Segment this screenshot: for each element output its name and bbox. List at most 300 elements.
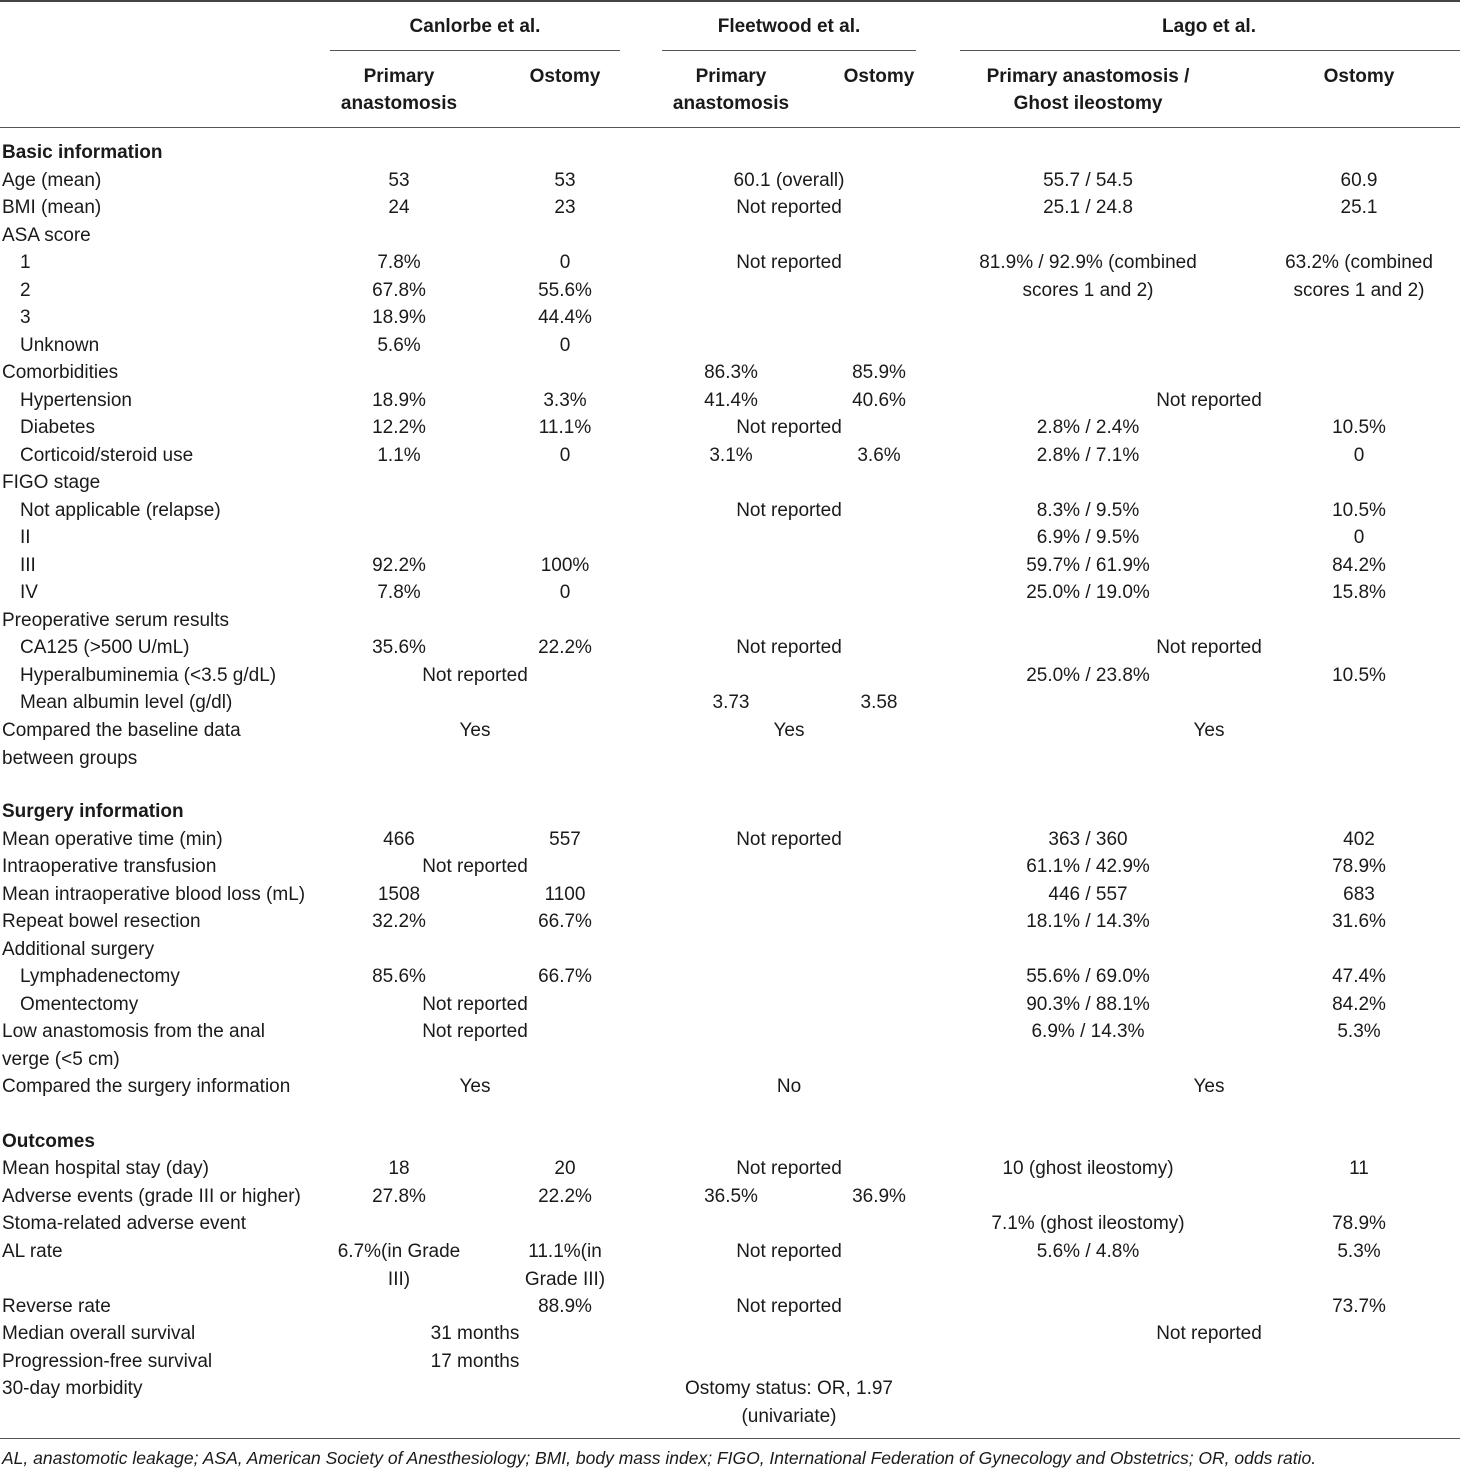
column-header-line: Ostomy — [1323, 66, 1395, 87]
row-label — [2, 853, 216, 881]
column-header-line: Ghost ileostomy — [1013, 93, 1163, 114]
row-label — [20, 414, 95, 442]
row-label — [20, 249, 31, 277]
table-cell — [422, 853, 528, 881]
cell-line: 1100 — [544, 884, 586, 905]
cell-line: 11.1% — [538, 417, 592, 438]
column-header — [530, 63, 601, 90]
table-row — [0, 1073, 1460, 1101]
row-label — [20, 552, 36, 580]
cell-line: 47.4% — [1332, 966, 1386, 987]
table-row — [0, 222, 1460, 250]
row-label-line: III — [20, 555, 36, 576]
cell-line: 8.3% / 9.5% — [1036, 500, 1140, 521]
table-row — [0, 1155, 1460, 1183]
table-row — [0, 607, 1460, 635]
table-cell — [460, 717, 491, 745]
cell-line: 92.2% — [372, 555, 426, 576]
table-cell — [1026, 853, 1150, 881]
row-label-line: Mean albumin level (g/dl) — [20, 692, 233, 713]
row-label — [2, 1210, 246, 1238]
table-row — [0, 552, 1460, 580]
table-cell — [538, 277, 592, 305]
row-label-line: Corticoid/steroid use — [20, 445, 194, 466]
row-label-line: Repeat bowel resection — [2, 911, 201, 932]
table-cell — [736, 1293, 842, 1321]
row-label-line: Mean intraoperative blood loss (mL) — [2, 884, 306, 905]
table-cell — [713, 689, 750, 717]
table-cell — [372, 908, 426, 936]
table-cell — [1332, 579, 1386, 607]
row-label — [20, 963, 180, 991]
table-cell — [1349, 1155, 1369, 1183]
cell-line: 1508 — [377, 884, 421, 905]
cell-line: Not reported — [736, 1241, 842, 1262]
table-cell — [1037, 1238, 1139, 1266]
cell-line: 84.2% — [1332, 994, 1386, 1015]
row-label-line: 30-day morbidity — [2, 1378, 143, 1399]
cell-line: 55.7 / 54.5 — [1043, 170, 1133, 191]
cell-line: 0 — [1353, 445, 1365, 466]
column-header — [1324, 63, 1395, 90]
cell-line: 446 / 557 — [1048, 884, 1128, 905]
table-cell — [377, 249, 420, 277]
cell-line: 55.6% — [538, 280, 592, 301]
cell-line: Not reported — [1156, 1323, 1262, 1344]
table-cell — [538, 1293, 592, 1321]
row-label — [2, 1155, 209, 1183]
cell-line: 5.3% — [1337, 1241, 1381, 1262]
table-cell — [1043, 194, 1133, 222]
cell-line: 44.4% — [538, 307, 592, 328]
table-cell — [538, 634, 592, 662]
table-cell — [431, 1320, 520, 1348]
cell-line: 1.1% — [377, 445, 421, 466]
table-cell — [554, 1155, 575, 1183]
table-cell — [704, 359, 758, 387]
column-header-line: Ostomy — [529, 66, 601, 87]
row-label-line: Median overall survival — [2, 1323, 196, 1344]
table-row — [0, 524, 1460, 552]
cell-line: 67.8% — [372, 280, 426, 301]
row-label-line: Preoperative serum results — [2, 610, 230, 631]
row-label-line: Hyperalbuminemia (<3.5 g/dL) — [20, 665, 277, 686]
table-cell — [852, 359, 906, 387]
table-cell — [736, 414, 842, 442]
table-cell — [1332, 853, 1386, 881]
table-cell — [736, 249, 842, 277]
table-cell — [1343, 881, 1375, 909]
cell-line: Not reported — [736, 829, 842, 850]
table-row — [0, 387, 1460, 415]
cell-line: 66.7% — [538, 966, 592, 987]
cell-line: 78.9% — [1332, 856, 1386, 877]
cell-line: Not reported — [736, 637, 842, 658]
cell-line: (univariate) — [741, 1405, 837, 1427]
table-cell — [388, 1155, 409, 1183]
table-cell — [1337, 1238, 1380, 1266]
section-header — [0, 139, 1460, 167]
cell-line: 0 — [559, 252, 571, 273]
table-cell — [1026, 579, 1150, 607]
table-row — [0, 194, 1460, 222]
table-row — [0, 1320, 1460, 1348]
cell-line: 25.1 — [1340, 197, 1378, 218]
table-cell — [538, 1183, 592, 1211]
table-cell — [388, 167, 409, 195]
cell-line: 7.1% (ghost ileostomy) — [991, 1213, 1185, 1234]
cell-line: 20 — [554, 1158, 576, 1179]
cell-line: 11.1%(in — [528, 1241, 602, 1262]
table-cell — [1332, 552, 1386, 580]
table-cell — [372, 304, 426, 332]
table-cell — [541, 552, 590, 580]
top-rule — [0, 0, 1460, 2]
table-cell — [1037, 497, 1139, 525]
row-label-line: IV — [20, 582, 38, 603]
cell-line: 88.9% — [538, 1296, 592, 1317]
cell-line: Not reported — [422, 994, 528, 1015]
table-row — [0, 826, 1460, 854]
table-row — [0, 881, 1460, 909]
row-label — [20, 497, 221, 525]
group-header: Lago et al. — [1162, 16, 1256, 37]
table-row — [0, 1238, 1460, 1290]
table-cell — [1026, 991, 1150, 1019]
table-cell — [736, 1238, 842, 1266]
row-label-line: between groups — [2, 747, 138, 769]
table-row — [0, 1018, 1460, 1070]
cell-line: 5.6% — [377, 335, 421, 356]
cell-line: 66.7% — [538, 911, 592, 932]
cell-line: 6.9% / 14.3% — [1031, 1021, 1145, 1042]
cell-line: 73.7% — [1332, 1296, 1386, 1317]
table-cell — [1026, 963, 1150, 991]
table-cell — [383, 826, 415, 854]
row-label-line: Omentectomy — [20, 994, 139, 1015]
cell-line: 78.9% — [1332, 1213, 1386, 1234]
footnote: AL, anastomotic leakage; ASA, American Society of Anesthesiology; BMI, body mass index; FIGO, International Federation of Gynecology and Obstetrics; OR, odds ratio. — [2, 1448, 1317, 1468]
table-cell — [372, 963, 426, 991]
table-cell — [736, 826, 842, 854]
row-label-line: FIGO stage — [2, 472, 101, 493]
row-label-line: AL rate — [2, 1241, 63, 1262]
cell-line: Not reported — [736, 197, 842, 218]
table-row — [0, 634, 1460, 662]
table-cell — [1043, 167, 1133, 195]
row-label — [2, 1183, 301, 1211]
table-cell — [525, 1238, 605, 1293]
cell-line: 2.8% / 2.4% — [1036, 417, 1140, 438]
table-cell — [1026, 662, 1150, 690]
cell-line: scores 1 and 2) — [1022, 279, 1154, 301]
table-row — [0, 497, 1460, 525]
row-label — [2, 359, 118, 387]
table-row — [0, 469, 1460, 497]
row-label — [2, 139, 162, 167]
cell-line: 18.9% — [372, 307, 426, 328]
cell-line: 41.4% — [704, 390, 758, 411]
cell-line: 10.5% — [1332, 417, 1386, 438]
cell-line: 36.5% — [704, 1186, 758, 1207]
group-underline-canlorbe — [330, 50, 620, 51]
cell-line: 2.8% / 7.1% — [1036, 445, 1140, 466]
column-header — [341, 63, 457, 117]
column-header-line: Primary anastomosis / — [986, 66, 1190, 87]
row-label — [20, 634, 190, 662]
table-row — [0, 1375, 1460, 1427]
row-label — [2, 826, 223, 854]
row-label — [2, 1348, 212, 1376]
table-cell — [777, 1073, 801, 1101]
row-label-line: 2 — [20, 280, 31, 301]
column-header — [844, 63, 915, 90]
table-cell — [372, 277, 426, 305]
row-label-line: Comorbidities — [2, 362, 119, 383]
table-cell — [388, 194, 409, 222]
row-label — [2, 222, 91, 250]
row-label — [2, 469, 100, 497]
table-row — [0, 853, 1460, 881]
table-cell — [431, 1348, 520, 1376]
cell-line: 402 — [1343, 829, 1375, 850]
table-cell — [709, 442, 752, 470]
cell-line: 10.5% — [1332, 665, 1386, 686]
table-cell — [1332, 414, 1386, 442]
row-label — [2, 1238, 63, 1266]
group-header: Canlorbe et al. — [409, 16, 541, 37]
table-cell — [1332, 1210, 1386, 1238]
row-label-line: Outcomes — [2, 1131, 95, 1152]
table-row — [0, 167, 1460, 195]
cell-line: 81.9% / 92.9% (combined — [979, 252, 1197, 273]
table-row — [0, 1348, 1460, 1376]
cell-line: Not reported — [422, 665, 528, 686]
row-label-line: Mean hospital stay (day) — [2, 1158, 209, 1179]
row-label — [20, 579, 38, 607]
row-label — [2, 798, 184, 826]
table-cell — [861, 689, 898, 717]
group-underline-fleetwood — [662, 50, 916, 51]
cell-line: 557 — [549, 829, 581, 850]
table-cell — [1002, 1155, 1173, 1183]
row-label — [20, 662, 276, 690]
table-cell — [554, 167, 575, 195]
table-cell — [422, 1018, 528, 1046]
row-label-line: Adverse events (grade III or higher) — [2, 1186, 301, 1207]
cell-line: 55.6% / 69.0% — [1026, 966, 1150, 987]
cell-line: 31 months — [430, 1323, 520, 1344]
table-cell — [1332, 991, 1386, 1019]
table-cell — [704, 1183, 758, 1211]
table-cell — [1332, 662, 1386, 690]
cell-line: 0 — [559, 582, 571, 603]
cell-line: 84.2% — [1332, 555, 1386, 576]
cell-line: 12.2% — [372, 417, 426, 438]
row-label — [2, 936, 154, 964]
table-cell — [704, 387, 758, 415]
table-cell — [1354, 524, 1365, 552]
row-label — [2, 607, 229, 635]
cell-line: 3.58 — [860, 692, 898, 713]
table-row — [0, 442, 1460, 470]
table-cell — [538, 304, 592, 332]
cell-line: 18.1% / 14.3% — [1026, 911, 1150, 932]
cell-line: Yes — [459, 1076, 491, 1097]
table-cell — [1026, 908, 1150, 936]
cell-line: 25.0% / 19.0% — [1026, 582, 1150, 603]
column-header-line: anastomosis — [340, 93, 458, 114]
cell-line: Not reported — [736, 417, 842, 438]
row-label — [2, 1293, 111, 1321]
row-label — [20, 332, 99, 360]
table-cell — [372, 552, 426, 580]
cell-line: Yes — [1193, 1076, 1225, 1097]
table-cell — [1048, 881, 1127, 909]
row-label-line: Stoma-related adverse event — [2, 1213, 246, 1234]
cell-line: Grade III) — [524, 1268, 606, 1290]
row-label — [2, 717, 241, 772]
table-cell — [377, 332, 420, 360]
table-row — [0, 963, 1460, 991]
section-header — [0, 798, 1460, 826]
row-label — [20, 442, 193, 470]
cell-line: 27.8% — [372, 1186, 426, 1207]
cell-line: 3.3% — [543, 390, 587, 411]
table-row — [0, 717, 1460, 769]
table-cell — [1037, 414, 1139, 442]
cell-line: 22.2% — [538, 1186, 592, 1207]
row-label-line: Additional surgery — [2, 939, 155, 960]
table-cell — [538, 963, 592, 991]
table-cell — [538, 908, 592, 936]
cell-line: 17 months — [430, 1351, 520, 1372]
cell-line: III) — [387, 1268, 411, 1290]
table-cell — [1026, 552, 1150, 580]
cell-line: Not reported — [1156, 637, 1262, 658]
cell-line: 32.2% — [372, 911, 426, 932]
cell-line: 53 — [554, 170, 576, 191]
row-label-line: Age (mean) — [2, 170, 102, 191]
cell-line: 36.9% — [852, 1186, 906, 1207]
row-label — [20, 304, 31, 332]
cell-line: 23 — [554, 197, 576, 218]
cell-line: 363 / 360 — [1048, 829, 1128, 850]
cell-line: 15.8% — [1332, 582, 1386, 603]
cell-line: 59.7% / 61.9% — [1026, 555, 1150, 576]
row-label-line: Diabetes — [20, 417, 95, 438]
table-cell — [338, 1238, 461, 1293]
table-cell — [422, 991, 528, 1019]
table-cell — [734, 167, 845, 195]
row-label-line: CA125 (>500 U/mL) — [20, 637, 190, 658]
table-cell — [1341, 167, 1378, 195]
row-label — [2, 1073, 290, 1101]
cell-line: 53 — [388, 170, 410, 191]
table-cell — [685, 1375, 893, 1430]
cell-line: Ostomy status: OR, 1.97 — [684, 1378, 894, 1399]
table-row — [0, 1183, 1460, 1211]
column-header-line: Primary — [363, 66, 435, 87]
cell-line: 63.2% (combined — [1285, 252, 1433, 273]
cell-line: 86.3% — [704, 362, 758, 383]
cell-line: 35.6% — [372, 637, 426, 658]
table-cell — [774, 717, 805, 745]
cell-line: Not reported — [736, 1296, 842, 1317]
row-label-line: Surgery information — [2, 801, 184, 822]
row-label — [20, 277, 31, 305]
row-label — [2, 908, 201, 936]
cell-line: 85.6% — [372, 966, 426, 987]
table-cell — [736, 194, 842, 222]
table-row — [0, 359, 1460, 387]
row-label — [2, 1128, 95, 1156]
row-label — [20, 689, 232, 717]
table-cell — [736, 1155, 842, 1183]
row-label-line: 1 — [20, 252, 31, 273]
row-label-line: Reverse rate — [2, 1296, 111, 1317]
table-row — [0, 332, 1460, 360]
cell-line: 0 — [559, 445, 571, 466]
row-label-line: Hypertension — [20, 390, 132, 411]
bottom-rule — [0, 1438, 1460, 1439]
cell-line: Yes — [773, 720, 805, 741]
row-label — [2, 1018, 265, 1073]
row-label-line: Intraoperative transfusion — [2, 856, 217, 877]
row-label — [2, 1320, 195, 1348]
cell-line: 60.9 — [1340, 170, 1378, 191]
cell-line: scores 1 and 2) — [1293, 279, 1425, 301]
table-cell — [1332, 1293, 1386, 1321]
cell-line: 0 — [559, 335, 571, 356]
table-row — [0, 414, 1460, 442]
cell-line: 6.7%(in Grade — [337, 1241, 461, 1262]
table-cell — [549, 826, 581, 854]
column-header — [673, 63, 789, 117]
column-header-line: Ostomy — [843, 66, 915, 87]
cell-line: Not reported — [736, 252, 842, 273]
table-cell — [372, 414, 426, 442]
table-row — [0, 1210, 1460, 1238]
table-cell — [1332, 908, 1386, 936]
row-label-line: 3 — [20, 307, 31, 328]
row-label-line: Unknown — [20, 335, 100, 356]
table-cell — [560, 442, 571, 470]
cell-line: 60.1 (overall) — [733, 170, 845, 191]
table-cell — [1337, 1018, 1380, 1046]
column-header-line: anastomosis — [672, 93, 790, 114]
cell-line: 25.0% / 23.8% — [1026, 665, 1150, 686]
cell-line: 100% — [540, 555, 590, 576]
table-cell — [539, 414, 591, 442]
cell-line: 0 — [1353, 527, 1365, 548]
cell-line: 6.9% / 9.5% — [1036, 527, 1140, 548]
table-cell — [1332, 963, 1386, 991]
table-cell — [1156, 1320, 1262, 1348]
table-cell — [1194, 1073, 1225, 1101]
table-cell — [1341, 194, 1378, 222]
table-row — [0, 991, 1460, 1019]
table-cell — [852, 387, 906, 415]
cell-line: Yes — [459, 720, 491, 741]
table-cell — [377, 442, 420, 470]
table-cell — [736, 634, 842, 662]
table-cell — [1332, 497, 1386, 525]
cell-line: 22.2% — [538, 637, 592, 658]
cell-line: 11 — [1349, 1158, 1369, 1179]
row-label — [20, 991, 138, 1019]
cell-line: 90.3% / 88.1% — [1026, 994, 1150, 1015]
